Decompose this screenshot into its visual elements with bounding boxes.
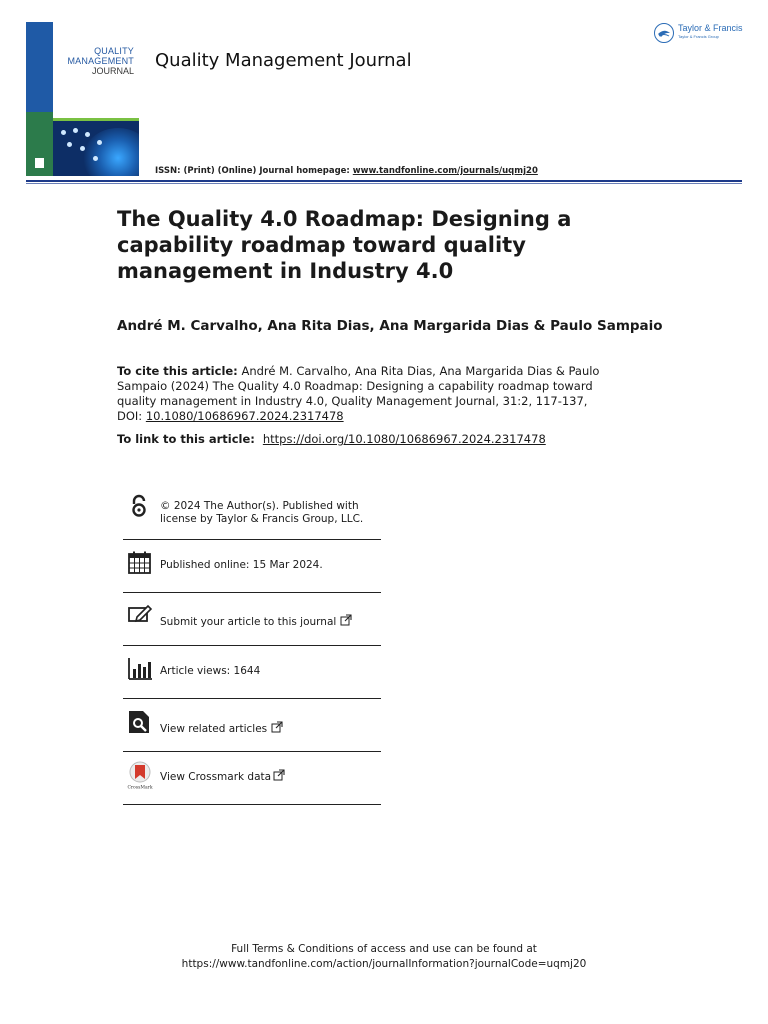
footer-terms-link[interactable]: https://www.tandfonline.com/action/journalInformation?journalCode=uqmj20 <box>181 958 587 970</box>
issn-line <box>155 166 538 176</box>
bar-chart-icon <box>127 656 153 682</box>
cite-text: André M. Carvalho, Ana Rita Dias, Ana Margarida Dias & Paulo Sampaio (2024) The Quality 4.0 Roadmap: Designing a capability roadmap toward quality management in Industry 4.0, Quality Management Journal, 31:2, 117-137, DOI: <box>117 364 600 423</box>
cover-title-line1: QUALITY <box>94 46 134 56</box>
submit-link[interactable]: Submit your article to this journal <box>160 616 337 628</box>
article-title: The Quality 4.0 Roadmap: Designing a capability roadmap toward quality management in Industry 4.0 <box>117 207 572 283</box>
related-row[interactable] <box>123 699 381 752</box>
open-access-icon <box>127 494 153 520</box>
publisher-name: Taylor & Francis <box>678 23 743 33</box>
cover-title-line3: JOURNAL <box>91 66 134 76</box>
external-link-icon <box>340 614 352 626</box>
publisher-logo-icon <box>654 23 674 43</box>
citation-block <box>117 364 607 424</box>
license-line2: license by Taylor & Francis Group, LLC. <box>160 513 364 525</box>
journal-name[interactable]: Quality Management Journal <box>155 50 412 71</box>
published-date: Published online: 15 Mar 2024. <box>160 559 323 571</box>
license-row <box>123 486 381 540</box>
publisher-group: Taylor & Francis Group <box>678 34 719 39</box>
footer-terms <box>0 942 768 972</box>
cite-label: To cite this article: <box>117 364 238 378</box>
cover-strip <box>26 22 53 176</box>
submit-row[interactable] <box>123 593 381 646</box>
published-row <box>123 540 381 593</box>
article-link-line <box>117 432 546 446</box>
license-line1: © 2024 The Author(s). Published with <box>160 500 359 512</box>
article-info-list <box>123 486 381 805</box>
cover-publisher-logo <box>35 158 44 168</box>
cover-band <box>53 118 139 176</box>
article-doi-link[interactable]: https://doi.org/10.1080/10686967.2024.2317478 <box>262 432 546 446</box>
cover-title <box>56 46 134 76</box>
related-articles-link[interactable]: View related articles <box>160 723 268 735</box>
article-views: Article views: 1644 <box>160 665 261 677</box>
crossmark-icon <box>126 760 154 790</box>
journal-cover <box>26 22 139 176</box>
crossmark-link[interactable]: View Crossmark data <box>160 771 272 783</box>
cover-title-line2: MANAGEMENT <box>67 56 134 66</box>
cite-doi-link[interactable]: 10.1080/10686967.2024.2317478 <box>145 409 344 423</box>
calendar-icon <box>127 550 153 576</box>
article-authors: André M. Carvalho, Ana Rita Dias, Ana Margarida Dias & Paulo Sampaio <box>117 318 663 334</box>
crossmark-logo-text: CrossMark <box>127 785 153 790</box>
external-link-icon <box>273 769 285 781</box>
link-label: To link to this article: <box>117 432 259 446</box>
footer-line1: Full Terms & Conditions of access and use can be found at <box>231 943 537 955</box>
search-document-icon <box>127 709 153 735</box>
crossmark-row[interactable] <box>123 752 381 805</box>
edit-icon <box>127 603 153 629</box>
header-rule-thin <box>26 183 742 184</box>
issn-text: ISSN: (Print) (Online) Journal homepage: <box>155 166 353 176</box>
external-link-icon <box>271 721 283 733</box>
views-row <box>123 646 381 699</box>
journal-homepage-link[interactable]: www.tandfonline.com/journals/uqmj20 <box>352 166 538 176</box>
header-rule <box>26 180 742 182</box>
